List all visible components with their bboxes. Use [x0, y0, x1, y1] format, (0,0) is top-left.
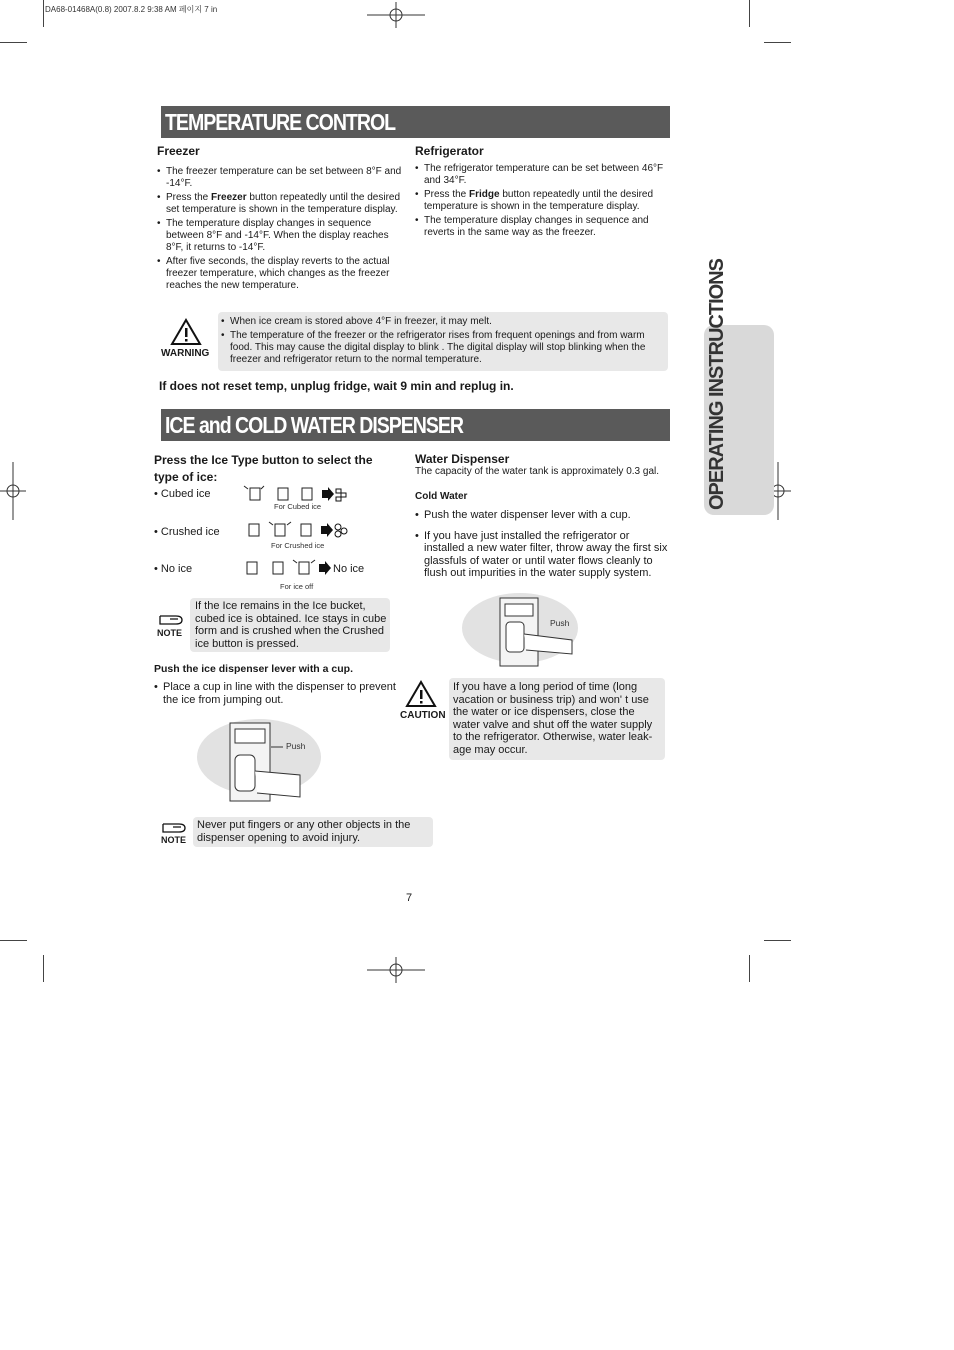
warning-icon [170, 318, 202, 346]
refrigerator-heading: Refrigerator [415, 144, 484, 158]
freezer-heading: Freezer [157, 144, 200, 158]
warning-label: WARNING [161, 348, 210, 359]
reset-note: If does not reset temp, unplug fridge, wait 9 min and replug in. [159, 379, 514, 393]
caution-box [449, 678, 665, 760]
caution-icon [405, 680, 437, 708]
crop-mark [0, 42, 27, 43]
no-ice-result: No ice [333, 563, 365, 575]
cubed-ice-caption: For Cubed ice [274, 502, 322, 511]
temperature-control-banner [155, 106, 670, 138]
registration-mark [367, 2, 425, 28]
no-ice-label: • No ice [154, 563, 193, 575]
crushed-ice-caption: For Crushed ice [271, 541, 325, 550]
cold-water-list [415, 509, 670, 582]
list-item: • The freezer temperature can be set between 8°F and -14°F. [157, 166, 402, 190]
note-hand-icon [158, 612, 186, 628]
crop-mark [764, 940, 791, 941]
section-title: TEMPERATURE CONTROL [165, 109, 396, 135]
print-header: DA68-01468A(0.8) 2007.8.2 9:38 AM 페이지 7 in [45, 5, 218, 14]
side-tab [704, 259, 774, 515]
list-item: • The temperature display changes in sequence and reverts in the same way as the freezer. [415, 215, 665, 239]
crop-mark [749, 955, 750, 982]
freezer-list [157, 166, 402, 294]
push-lever-list [154, 681, 404, 708]
cubed-ice-icon [240, 484, 350, 504]
list-item: • If you have just installed the refrigerator or installed a new water filter, throw away the first six glassfuls of water or until water flows cleanly to flush out impurities in the water supply system. [415, 530, 670, 580]
list-item: • Press the Fridge button repeatedly until the desired temperature is shown in the temperature display. [415, 189, 665, 213]
note-text: If the Ice remains in the Ice bucket, cubed ice is obtained. Ice stays in cube form and is crushed when the Crushed ice button is pressed. [195, 600, 387, 650]
list-item: • The refrigerator temperature can be set between 46°F and 34°F. [415, 163, 665, 187]
cold-water-heading: Cold Water [415, 491, 468, 502]
push-lever-heading: Push the ice dispenser lever with a cup. [154, 663, 353, 675]
ice-dispenser-illustration [195, 717, 325, 805]
no-ice-icon [245, 558, 335, 578]
ice-type-heading: Press the Ice Type button to select the type of ice: [154, 453, 373, 484]
registration-mark [0, 462, 26, 520]
page-number: 7 [406, 892, 413, 904]
warning-box [218, 312, 668, 371]
list-item: • Press the Freezer button repeatedly until the desired set temperature is shown in the temperature display. [157, 192, 402, 216]
crop-mark [43, 0, 44, 27]
water-dispenser-heading: Water Dispenser [415, 452, 510, 466]
water-dispenser-illustration [460, 592, 580, 670]
crushed-ice-icon [245, 520, 355, 540]
caution-label: CAUTION [400, 710, 446, 721]
list-item: • Place a cup in line with the dispenser to prevent the ice from jumping out. [154, 681, 404, 706]
crop-mark [43, 955, 44, 982]
note-box [193, 817, 433, 847]
refrigerator-list [415, 163, 665, 241]
ice-dispenser-banner [155, 409, 670, 441]
note-box [190, 598, 390, 652]
list-item: • Push the water dispenser lever with a cup. [415, 509, 670, 522]
note-label: NOTE [161, 835, 187, 845]
push-label: Push [286, 741, 306, 751]
registration-mark [367, 957, 425, 983]
list-item: • After five seconds, the display reverts to the actual freezer temperature, which changes as the freezer reaches the new temperature. [157, 256, 402, 292]
cubed-ice-label: • Cubed ice [154, 488, 211, 500]
list-item: • When ice cream is stored above 4°F in freezer, it may melt. [221, 316, 661, 328]
list-item: • The temperature of the freezer or the refrigerator rises from frequent openings and from warm food. This may cause the digital display to blink . The digital display will stop blinking when the freezer and refrigerator return to the normal temperature. [221, 330, 661, 366]
warning-list [221, 316, 661, 368]
crop-mark [764, 42, 791, 43]
crushed-ice-label: • Crushed ice [154, 526, 220, 538]
push-label: Push [550, 618, 570, 628]
no-ice-caption: For ice off [280, 582, 314, 591]
water-capacity: The capacity of the water tank is approximately 0.3 gal. [415, 466, 660, 477]
side-tab-label: OPERATING INSTRUCTIONS [706, 259, 728, 510]
note-hand-icon [161, 820, 189, 836]
note-label: NOTE [157, 628, 183, 638]
note-text: Never put fingers or any other objects in the dispenser opening to avoid injury. [197, 819, 411, 844]
list-item: • The temperature display changes in sequence between 8°F and -14°F. When the display reaches 8°F, it returns to -14°F. [157, 218, 402, 254]
crop-mark [749, 0, 750, 27]
section-title: ICE and COLD WATER DISPENSER [165, 412, 464, 438]
crop-mark [0, 940, 27, 941]
caution-text: If you have a long period of time (long vacation or business trip) and won' t use the water or ice dispensers, close the water valve and shut off the water supply to the refrigerator. Otherwise, water leak-age may occur. [453, 681, 653, 756]
